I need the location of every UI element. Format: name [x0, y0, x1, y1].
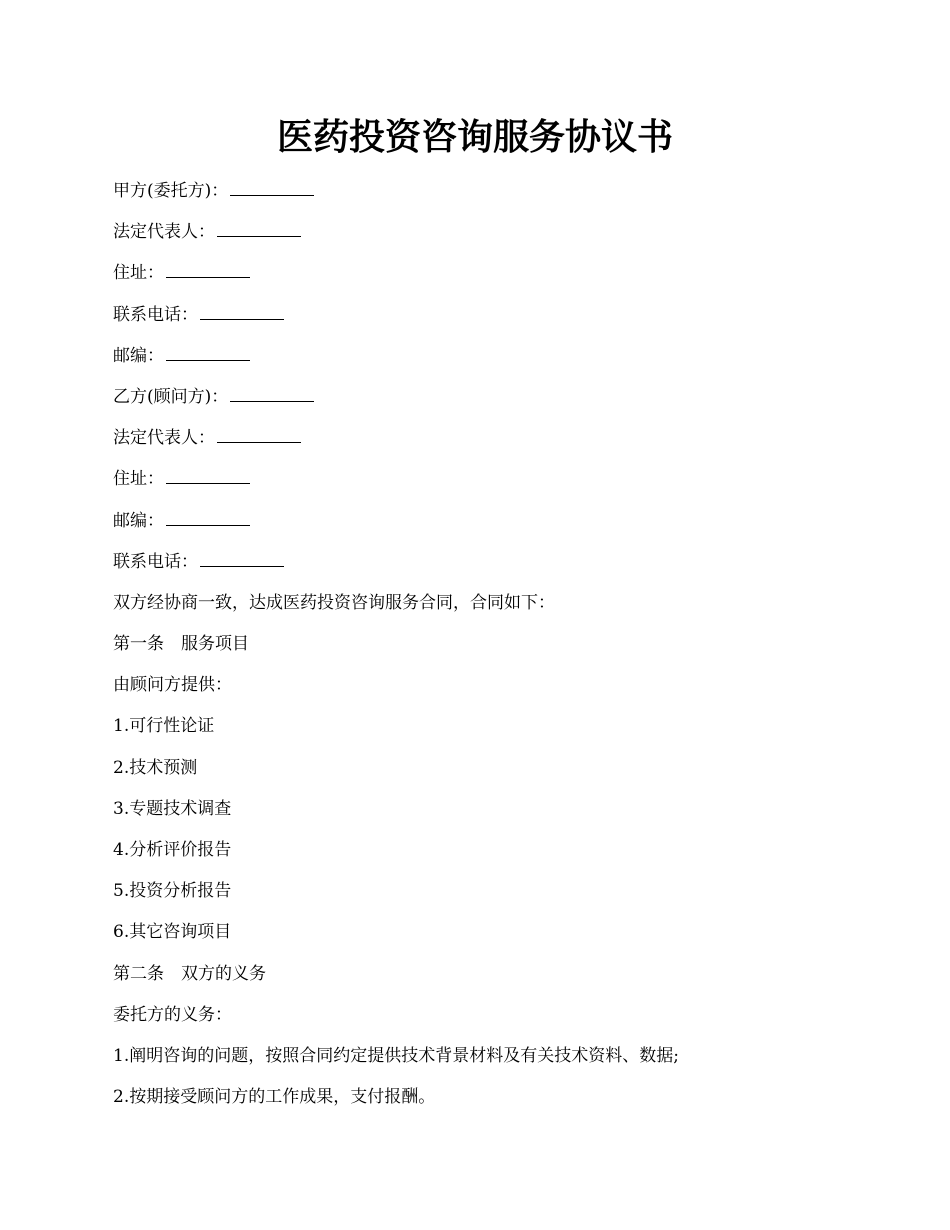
party-b-phone-blank: [200, 550, 284, 567]
article-1-item: 6.其它咨询项目: [113, 922, 232, 943]
party-a-address-blank: [166, 261, 250, 278]
party-a-name-field: [113, 179, 853, 203]
party-b-rep-blank: [217, 426, 301, 443]
party-b-postcode-field: [113, 509, 853, 533]
party-b-name-label: 乙方(顾问方)：: [113, 386, 229, 407]
article-2-item: 2.按期接受顾问方的工作成果，支付报酬。: [113, 1087, 436, 1108]
party-b-phone-field: [113, 550, 853, 574]
article-1-lead: 由顾问方提供：: [113, 675, 232, 696]
article-1-item: 1.可行性论证: [113, 716, 215, 737]
article-1-item: 2.技术预测: [113, 757, 198, 778]
article-1-item: 3.专题技术调查: [113, 798, 232, 819]
article-2-item: 1.阐明咨询的问题，按照合同约定提供技术背景材料及有关技术资料、数据;: [113, 1045, 679, 1066]
party-b-postcode-label: 邮编：: [113, 510, 164, 531]
party-b-name-blank: [230, 385, 314, 402]
article-2-lead: 委托方的义务：: [113, 1004, 232, 1025]
party-a-phone-label: 联系电话：: [113, 304, 198, 325]
party-b-address-blank: [166, 467, 250, 484]
party-a-phone-field: [113, 303, 853, 327]
article-1-item: 4.分析评价报告: [113, 840, 232, 860]
article-1-item: 5.投资分析报告: [113, 881, 232, 902]
party-a-rep-field: [113, 220, 853, 244]
party-b-address-field: [113, 467, 853, 491]
article-1-heading: 第一条 服务项目: [113, 634, 249, 655]
party-b-postcode-blank: [166, 509, 250, 526]
article-2-heading: 第二条 双方的义务: [113, 963, 266, 984]
party-a-name-label: 甲方(委托方)：: [113, 181, 229, 201]
party-b-rep-field: [113, 426, 853, 450]
party-a-postcode-label: 邮编：: [113, 345, 164, 366]
party-a-name-blank: [230, 179, 314, 196]
party-a-address-label: 住址：: [113, 263, 164, 284]
party-a-postcode-blank: [166, 344, 250, 361]
party-b-phone-label: 联系电话：: [113, 551, 198, 572]
document-body: [113, 179, 853, 1126]
party-a-phone-blank: [200, 303, 284, 320]
party-a-rep-label: 法定代表人：: [113, 222, 215, 243]
party-b-name-field: [113, 385, 853, 409]
party-a-rep-blank: [217, 220, 301, 237]
document-title: 医药投资咨询服务协议书: [276, 116, 673, 158]
party-a-address-field: [113, 261, 853, 285]
intro-paragraph: 双方经协商一致，达成医药投资咨询服务合同，合同如下：: [113, 592, 555, 613]
party-b-address-label: 住址：: [113, 469, 164, 490]
party-a-postcode-field: [113, 344, 853, 368]
party-b-rep-label: 法定代表人：: [113, 428, 215, 449]
